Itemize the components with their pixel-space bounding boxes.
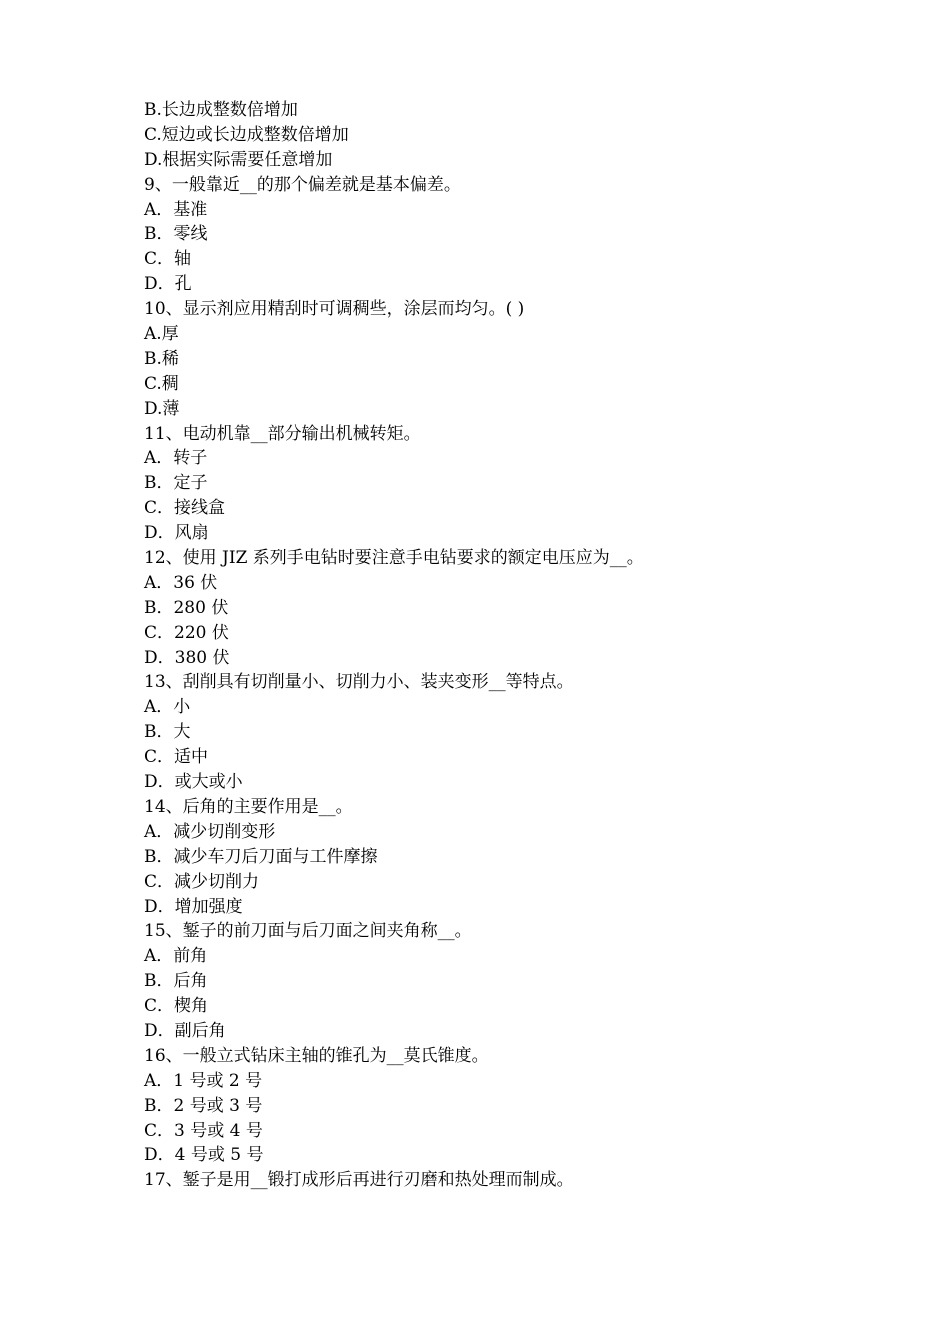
option-line: A．基准 (144, 199, 208, 220)
option-line: B．后角 (144, 971, 208, 992)
question-line: 14、后角的主要作用是__。 (144, 796, 353, 817)
option-line: B.稀 (144, 348, 179, 369)
question-line: 11、电动机靠__部分输出机械转矩。 (144, 423, 421, 444)
option-line: D．孔 (144, 274, 192, 295)
option-line: B．280 伏 (144, 597, 229, 618)
option-line: D．副后角 (144, 1020, 226, 1041)
option-line: C.短边或长边成整数倍增加 (144, 124, 349, 145)
option-line: B．大 (144, 722, 191, 743)
option-line: D.根据实际需要任意增加 (144, 149, 333, 170)
question-list (144, 98, 864, 1193)
option-line: A.厚 (144, 324, 179, 345)
option-line: C．220 伏 (144, 622, 229, 643)
option-line: B.长边成整数倍增加 (144, 100, 298, 120)
question-line: 9、一般靠近__的那个偏差就是基本偏差。 (144, 174, 461, 195)
option-line: C．3 号或 4 号 (144, 1120, 263, 1141)
option-line: A．36 伏 (144, 572, 218, 593)
option-line: B．定子 (144, 473, 208, 494)
option-line: A．1 号或 2 号 (144, 1070, 263, 1091)
option-line: B．零线 (144, 224, 208, 245)
option-line: D．或大或小 (144, 772, 243, 793)
option-line: D．增加强度 (144, 896, 243, 917)
option-line: B．2 号或 3 号 (144, 1095, 263, 1116)
option-line: C．轴 (144, 249, 192, 270)
option-line: C．减少切削力 (144, 871, 260, 892)
option-line: D．风扇 (144, 523, 209, 544)
option-line: C．楔角 (144, 996, 209, 1017)
option-line: C．接线盒 (144, 498, 226, 519)
question-line: 15、錾子的前刀面与后刀面之间夹角称__。 (144, 921, 472, 942)
question-line: 17、錾子是用__锻打成形后再进行刃磨和热处理而制成。 (144, 1170, 574, 1191)
option-line: C.稠 (144, 373, 179, 394)
question-line: 16、一般立式钻床主轴的锥孔为__莫氏锥度。 (144, 1045, 489, 1066)
option-line: B．减少车刀后刀面与工件摩擦 (144, 846, 378, 867)
option-line: D．4 号或 5 号 (144, 1145, 264, 1166)
option-line: A．减少切削变形 (144, 821, 276, 842)
question-line: 10、显示剂应用精刮时可调稠些，涂层而均匀。( ) (144, 299, 525, 320)
option-line: A．小 (144, 697, 191, 718)
option-line: C．适中 (144, 747, 209, 768)
option-line: A．前角 (144, 946, 208, 967)
option-line: D．380 伏 (144, 647, 230, 668)
option-line: A．转子 (144, 448, 208, 469)
option-line: D.薄 (144, 398, 180, 419)
question-line: 12、使用 JIZ 系列手电钻时要注意手电钻要求的额定电压应为__。 (144, 548, 644, 569)
question-line: 13、刮削具有切削量小、切削力小、装夹变形__等特点。 (144, 672, 574, 693)
